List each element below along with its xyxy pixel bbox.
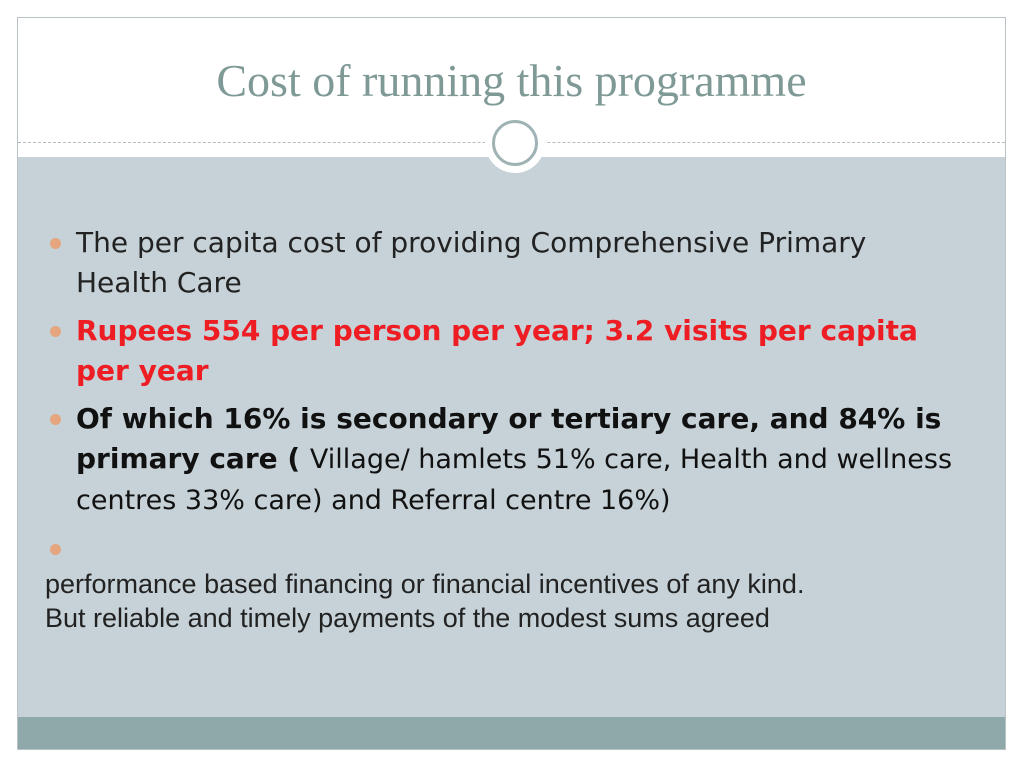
ring-divider-icon (492, 120, 538, 166)
footnote-line-2: But reliable and timely payments of the modest sums agreed (45, 603, 770, 633)
bullet-text: The per capita cost of providing Comprehensive Primary Health Care (76, 226, 867, 299)
footnote-line-1: performance based financing or financial incentives of any kind. (45, 569, 805, 599)
bullet-item-per-capita-cost (46, 223, 966, 303)
bullet-text-highlight: Rupees 554 per person per year; 3.2 visits per capita per year (76, 314, 918, 387)
bullet-text-bold: Of which 16% is secondary or tertiary care, and 84% is primary care ( (76, 402, 942, 475)
bullet-item-empty (46, 529, 966, 559)
circle-bullet-icon (50, 238, 61, 249)
circle-bullet-icon (50, 414, 61, 425)
slide (17, 17, 1006, 750)
content-area (18, 157, 1005, 717)
footnote-text (45, 567, 985, 635)
bullet-list (46, 223, 966, 559)
circle-bullet-icon (50, 326, 61, 337)
circle-bullet-icon (50, 544, 61, 555)
bullet-text-detail: Village/ hamlets 51% care, Health and wellness centres 33% care) and Referral centre 16%) (76, 444, 953, 516)
footer-band (18, 717, 1005, 750)
bullet-item-care-split (46, 399, 966, 521)
bullet-item-rupees (46, 311, 966, 391)
slide-title: Cost of running this programme (216, 55, 807, 106)
